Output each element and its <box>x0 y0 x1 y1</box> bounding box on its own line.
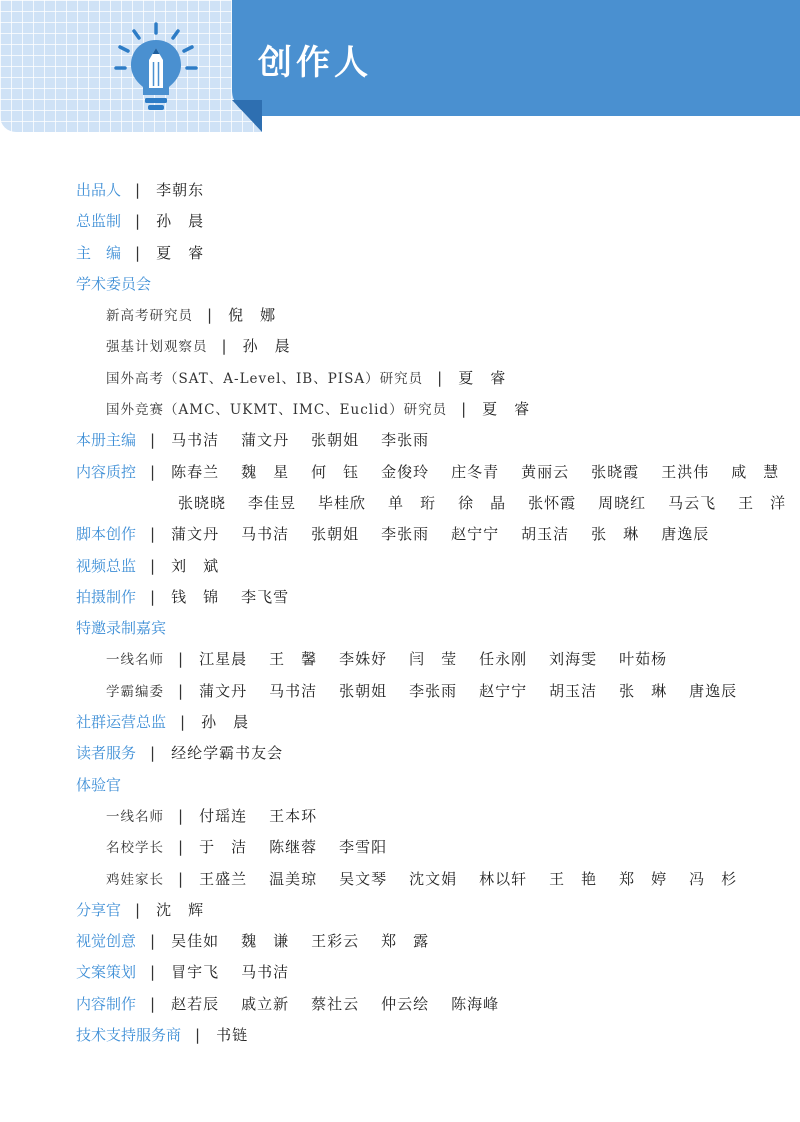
person-name: 赵宁宁 <box>451 525 500 544</box>
person-name: 张朝姐 <box>339 681 388 700</box>
person-name: 陈春兰 <box>171 462 220 481</box>
person-name: 庄冬青 <box>451 462 500 481</box>
separator: | <box>180 713 186 732</box>
person-name: 王彩云 <box>311 932 360 951</box>
person-name: 冒宇飞 <box>171 963 220 982</box>
credit-row <box>76 301 776 332</box>
credit-row <box>76 645 776 676</box>
person-name: 仲云绘 <box>381 994 430 1013</box>
person-name: 张晓霞 <box>591 462 640 481</box>
credit-row <box>76 802 776 833</box>
person-name: 金俊玲 <box>381 462 430 481</box>
credit-subrole-label: 鸡娃家长 <box>106 871 164 888</box>
credit-subrole-label: 强基计划观察员 <box>106 339 208 356</box>
person-name: 吴佳如 <box>171 932 220 951</box>
person-name: 李朝东 <box>156 181 205 199</box>
credit-row <box>76 552 776 583</box>
credit-names <box>171 557 241 575</box>
credit-row <box>76 990 776 1021</box>
credit-names <box>156 181 226 199</box>
credit-role-label: 总监制 <box>76 212 122 231</box>
credit-row <box>76 207 776 238</box>
separator: | <box>135 243 141 262</box>
person-name: 赵若辰 <box>171 994 220 1013</box>
person-name: 毕桂欣 <box>318 493 367 512</box>
credit-names <box>458 369 528 387</box>
credit-row <box>76 1021 776 1052</box>
person-name: 李姝妤 <box>339 650 388 669</box>
credit-names <box>228 306 298 324</box>
person-name: 王 馨 <box>269 650 318 669</box>
separator: | <box>178 681 184 700</box>
separator: | <box>150 963 156 982</box>
person-name: 蒲文丹 <box>241 431 290 450</box>
person-name: 单 珩 <box>388 493 437 512</box>
person-name: 夏 睿 <box>482 400 531 419</box>
person-name: 郑 婷 <box>619 869 668 888</box>
person-name: 江星晨 <box>199 650 248 669</box>
person-name: 张朝姐 <box>311 525 360 544</box>
credit-row <box>76 833 776 864</box>
person-name: 孙 晨 <box>201 713 250 732</box>
person-name: 唐逸辰 <box>661 525 710 544</box>
person-name: 李飞雪 <box>241 587 290 606</box>
separator: | <box>135 212 141 231</box>
person-name: 陈海峰 <box>451 994 500 1013</box>
credit-role-label: 社群运营总监 <box>76 713 167 732</box>
credit-names <box>171 963 311 981</box>
credit-row <box>76 270 776 301</box>
person-name: 李佳昱 <box>248 493 297 512</box>
credit-role-label: 文案策划 <box>76 963 137 982</box>
person-name: 孙 晨 <box>156 212 205 231</box>
person-name: 孙 晨 <box>242 337 291 356</box>
credit-role-label: 脚本创作 <box>76 525 137 544</box>
credit-subrole-label: 名校学长 <box>106 840 164 857</box>
credit-names <box>171 932 451 950</box>
credit-role-label: 拍摄制作 <box>76 587 137 606</box>
credit-names <box>199 870 759 888</box>
credit-row <box>76 896 776 927</box>
credit-row <box>76 426 776 457</box>
credit-names <box>199 682 759 700</box>
person-name: 任永刚 <box>479 650 528 669</box>
credit-names <box>171 744 305 762</box>
credit-row <box>76 614 776 645</box>
credit-row <box>76 364 776 395</box>
credit-role-label: 主 编 <box>76 243 122 262</box>
person-name: 张晓晓 <box>178 493 227 512</box>
person-name: 马书洁 <box>241 525 290 544</box>
credit-row <box>76 395 776 426</box>
person-name: 林以轩 <box>479 869 528 888</box>
credit-names <box>171 525 731 543</box>
credit-names <box>171 588 311 606</box>
person-name: 徐 晶 <box>458 493 507 512</box>
credit-role-label: 视频总监 <box>76 556 137 575</box>
person-name: 张 琳 <box>591 525 640 544</box>
person-name: 咸 慧 <box>731 462 780 481</box>
credit-names <box>243 337 313 355</box>
separator: | <box>178 869 184 888</box>
person-name: 马书洁 <box>171 431 220 450</box>
separator: | <box>150 744 156 763</box>
separator: | <box>150 587 156 606</box>
credit-row <box>76 958 776 989</box>
person-name: 唐逸辰 <box>689 681 738 700</box>
credit-names <box>178 489 800 517</box>
credit-row <box>76 489 787 520</box>
separator: | <box>221 337 227 356</box>
person-name: 王洪伟 <box>661 462 710 481</box>
person-name: 王 艳 <box>549 869 598 888</box>
person-name: 王盛兰 <box>199 869 248 888</box>
separator: | <box>135 900 141 919</box>
person-name: 叶茹杨 <box>619 650 668 669</box>
credit-subrole-label: 学霸编委 <box>106 683 164 700</box>
person-name: 冯 杉 <box>689 869 738 888</box>
person-name: 夏 睿 <box>458 368 507 387</box>
person-name: 沈 辉 <box>156 900 205 919</box>
separator: | <box>150 994 156 1013</box>
separator: | <box>195 1026 201 1045</box>
credit-names <box>171 995 521 1013</box>
credit-subrole-label: 新高考研究员 <box>106 308 193 325</box>
person-name: 蒲文丹 <box>199 681 248 700</box>
credit-role-label: 出品人 <box>76 181 122 199</box>
person-name: 胡玉洁 <box>521 525 570 544</box>
credit-row <box>76 927 776 958</box>
credit-row <box>76 677 776 708</box>
credit-names <box>199 807 339 825</box>
separator: | <box>437 368 443 387</box>
separator: | <box>150 431 156 450</box>
credit-names <box>156 901 226 919</box>
person-name: 魏 谦 <box>241 932 290 951</box>
credit-row <box>76 332 776 363</box>
credit-names <box>199 650 689 668</box>
person-name: 张怀霞 <box>528 493 577 512</box>
credit-row <box>76 865 776 896</box>
person-name: 于 洁 <box>199 838 248 857</box>
separator: | <box>150 525 156 544</box>
separator: | <box>461 400 467 419</box>
separator: | <box>150 932 156 951</box>
person-name: 陈继蓉 <box>269 838 318 857</box>
credit-names <box>156 212 226 230</box>
person-name: 戚立新 <box>241 994 290 1013</box>
credit-row <box>76 771 776 802</box>
person-name: 马书洁 <box>241 963 290 982</box>
credit-names <box>171 431 451 449</box>
credit-role-label: 技术支持服务商 <box>76 1026 182 1045</box>
credit-names <box>156 244 226 262</box>
credit-role-label: 体验官 <box>76 775 122 794</box>
person-name: 经纶学霸书友会 <box>171 744 284 763</box>
separator: | <box>178 650 184 669</box>
person-name: 书链 <box>216 1026 249 1045</box>
person-name: 张 琳 <box>619 681 668 700</box>
person-name: 李张雨 <box>409 681 458 700</box>
person-name: 温美琼 <box>269 869 318 888</box>
person-name: 张朝姐 <box>311 431 360 450</box>
credits-list <box>76 176 787 1052</box>
person-name: 王本环 <box>269 806 318 825</box>
credit-row <box>76 520 776 551</box>
person-name: 王 洋 <box>738 493 787 512</box>
separator: | <box>178 838 184 857</box>
credit-row <box>76 458 780 489</box>
person-name: 倪 娜 <box>228 306 277 325</box>
credit-names <box>199 838 409 856</box>
credit-role-label: 本册主编 <box>76 431 137 450</box>
credit-role-label: 读者服务 <box>76 744 137 763</box>
credit-row <box>76 708 776 739</box>
person-name: 胡玉洁 <box>549 681 598 700</box>
person-name: 刘 斌 <box>171 556 220 575</box>
person-name: 何 钰 <box>311 462 360 481</box>
person-name: 蔡社云 <box>311 994 360 1013</box>
credit-role-label: 学术委员会 <box>76 274 152 293</box>
person-name: 郑 露 <box>381 932 430 951</box>
person-name: 闫 莹 <box>409 650 458 669</box>
page-header <box>0 0 800 132</box>
credit-subrole-label: 一线名师 <box>106 808 164 825</box>
person-name: 蒲文丹 <box>171 525 220 544</box>
credit-subrole-label: 国外高考（SAT、A-Level、IB、PISA）研究员 <box>106 370 424 387</box>
page-title: 创作人 <box>258 43 372 83</box>
person-name: 吴文琴 <box>339 869 388 888</box>
credit-row <box>76 176 776 207</box>
person-name: 李雪阳 <box>339 838 388 857</box>
person-name: 夏 睿 <box>156 243 205 262</box>
separator: | <box>135 181 141 199</box>
person-name: 李张雨 <box>381 431 430 450</box>
person-name: 钱 锦 <box>171 587 220 606</box>
person-name: 马云飞 <box>668 493 717 512</box>
person-name: 李张雨 <box>381 525 430 544</box>
person-name: 付瑶连 <box>199 806 248 825</box>
separator: | <box>207 306 213 325</box>
separator: | <box>150 556 156 575</box>
credit-names <box>482 400 552 418</box>
person-name: 赵宁宁 <box>479 681 528 700</box>
credit-role-label: 分享官 <box>76 900 122 919</box>
person-name: 黄丽云 <box>521 462 570 481</box>
credit-role-label: 内容制作 <box>76 994 137 1013</box>
credit-names <box>171 463 800 481</box>
person-name: 周晓红 <box>598 493 647 512</box>
credit-role-label: 特邀录制嘉宾 <box>76 619 167 638</box>
credit-row <box>76 239 776 270</box>
credit-role-label: 视觉创意 <box>76 932 137 951</box>
person-name: 马书洁 <box>269 681 318 700</box>
credit-role-label: 内容质控 <box>76 462 137 481</box>
credit-row <box>76 739 776 770</box>
credit-row <box>76 583 776 614</box>
credit-names <box>216 1026 270 1044</box>
credit-subrole-label: 一线名师 <box>106 652 164 669</box>
lightbulb-pencil-icon <box>112 22 200 112</box>
credit-names <box>201 713 271 731</box>
separator: | <box>150 462 156 481</box>
separator: | <box>178 806 184 825</box>
person-name: 沈文娟 <box>409 869 458 888</box>
credit-subrole-label: 国外竞赛（AMC、UKMT、IMC、Euclid）研究员 <box>106 402 448 419</box>
person-name: 刘海雯 <box>549 650 598 669</box>
person-name: 魏 星 <box>241 462 290 481</box>
